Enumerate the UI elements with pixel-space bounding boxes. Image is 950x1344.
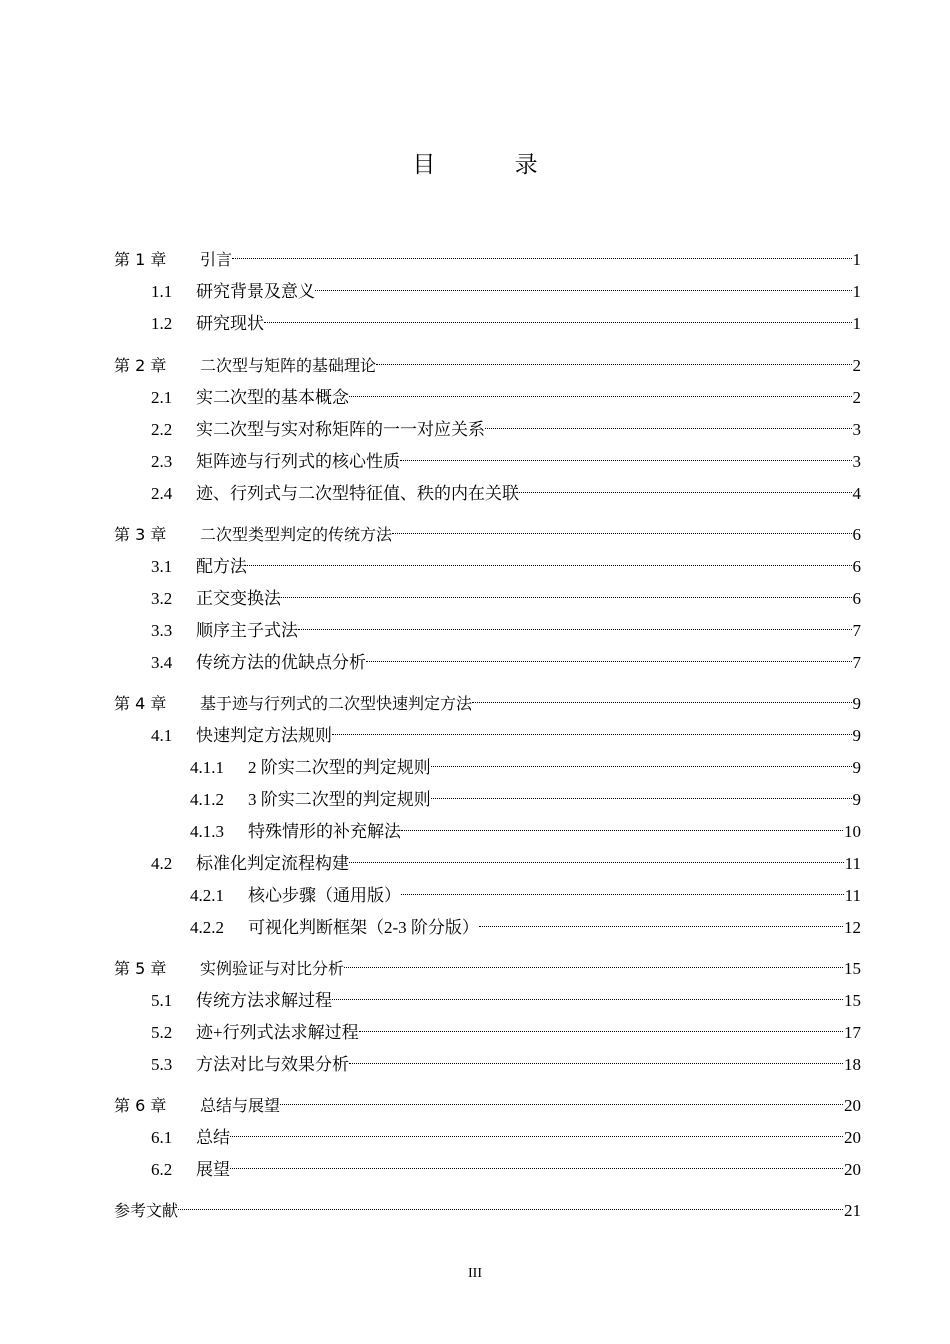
dot-leader xyxy=(178,1209,843,1210)
toc-section-entry[interactable] xyxy=(151,724,861,748)
toc-section-entry[interactable] xyxy=(151,555,861,579)
toc-page-number: 11 xyxy=(844,854,861,873)
toc-chapter-entry[interactable] xyxy=(114,1094,861,1118)
toc-entry-number: 4.1.2 xyxy=(190,790,224,809)
toc-entry-title: 总结 xyxy=(196,1128,230,1147)
toc-entry-number: 5.2 xyxy=(151,1023,173,1042)
toc-page-number: 9 xyxy=(852,694,861,713)
toc-page-number: 10 xyxy=(844,822,861,841)
toc-entry-title: 二次型类型判定的传统方法 xyxy=(200,525,393,544)
dot-leader xyxy=(280,1104,843,1105)
toc-chapter-entry[interactable] xyxy=(114,354,861,378)
toc-page-number: 6 xyxy=(852,589,861,608)
toc-page-number: 2 xyxy=(852,388,861,407)
dot-leader xyxy=(472,702,851,703)
toc-entry-number: 第 2 章 xyxy=(114,356,167,375)
toc-section-entry[interactable] xyxy=(151,619,861,643)
toc-entry-number: 2.3 xyxy=(151,452,173,471)
toc-page-number: 6 xyxy=(852,525,861,544)
toc-chapter-entry[interactable] xyxy=(114,692,861,716)
toc-entry-title: 总结与展望 xyxy=(200,1096,281,1115)
toc-page-number: 12 xyxy=(844,918,861,937)
dot-leader xyxy=(392,533,851,534)
toc-section-entry[interactable] xyxy=(151,482,861,506)
toc-page-number: 3 xyxy=(852,420,861,439)
toc-entry-number: 第 4 章 xyxy=(114,694,167,713)
toc-section-entry[interactable] xyxy=(151,312,861,336)
toc-entry-title: 传统方法求解过程 xyxy=(196,991,332,1010)
toc-page-number: 7 xyxy=(852,653,861,672)
toc-entry-title: 标准化判定流程构建 xyxy=(196,854,349,873)
toc-entry-number: 4.2 xyxy=(151,854,173,873)
toc-page-number: 1 xyxy=(852,282,861,301)
toc-entry-number: 4.2.2 xyxy=(190,918,224,937)
dot-leader xyxy=(376,364,851,365)
toc-entry-number: 第 3 章 xyxy=(114,525,167,544)
toc-section-entry[interactable] xyxy=(151,386,861,410)
toc-chapter-entry[interactable] xyxy=(114,957,861,981)
toc-section-entry[interactable] xyxy=(151,1126,861,1150)
toc-page-number: 1 xyxy=(852,314,861,333)
toc-section-entry[interactable] xyxy=(151,280,861,304)
toc-subsection-entry[interactable] xyxy=(190,788,861,812)
dot-leader xyxy=(332,999,843,1000)
toc-entry-title: 顺序主子式法 xyxy=(196,621,298,640)
toc-page-number: 20 xyxy=(844,1096,861,1115)
toc-entry-title: 参考文献 xyxy=(114,1201,179,1220)
toc-subsection-entry[interactable] xyxy=(190,916,861,940)
toc-page-number: 20 xyxy=(844,1160,861,1179)
toc-chapter-entry[interactable] xyxy=(114,523,861,547)
page-number-footer: III xyxy=(468,1266,482,1281)
dot-leader xyxy=(519,492,852,493)
dot-leader xyxy=(431,798,852,799)
dot-leader xyxy=(349,1063,843,1064)
toc-section-entry[interactable] xyxy=(151,852,861,876)
dot-leader xyxy=(298,629,852,630)
toc-entry-title: 展望 xyxy=(196,1160,230,1179)
dot-leader xyxy=(431,766,852,767)
dot-leader xyxy=(232,258,851,259)
toc-page-number: 17 xyxy=(844,1023,861,1042)
toc-page-number: 9 xyxy=(852,790,861,809)
toc-entry-number: 1.1 xyxy=(151,282,173,301)
toc-entry-title: 研究现状 xyxy=(196,314,264,333)
dot-leader xyxy=(247,565,852,566)
toc-page-number: 21 xyxy=(844,1201,861,1220)
dot-leader xyxy=(332,734,852,735)
dot-leader xyxy=(281,597,852,598)
toc-entry-number: 4.1.3 xyxy=(190,822,224,841)
toc-entry-title: 方法对比与效果分析 xyxy=(196,1055,349,1074)
dot-leader xyxy=(230,1168,843,1169)
toc-entry-number: 4.2.1 xyxy=(190,886,224,905)
toc-entry-title: 矩阵迹与行列式的核心性质 xyxy=(196,452,400,471)
dot-leader xyxy=(344,967,843,968)
toc-entry-title: 特殊情形的补充解法 xyxy=(248,822,401,841)
toc-entry-title: 2 阶实二次型的判定规则 xyxy=(248,758,431,777)
dot-leader xyxy=(359,1031,843,1032)
dot-leader xyxy=(264,322,852,323)
toc-entry-number: 5.3 xyxy=(151,1055,173,1074)
toc-section-entry[interactable] xyxy=(151,450,861,474)
toc-page-number: 20 xyxy=(844,1128,861,1147)
toc-entry-number: 第 1 章 xyxy=(114,250,167,269)
toc-subsection-entry[interactable] xyxy=(190,756,861,780)
toc-page-number: 6 xyxy=(852,557,861,576)
dot-leader xyxy=(401,830,843,831)
toc-page-number: 2 xyxy=(852,356,861,375)
toc-entry-number: 6.2 xyxy=(151,1160,173,1179)
toc-entry-title: 迹+行列式法求解过程 xyxy=(196,1023,359,1042)
toc-entry-title: 研究背景及意义 xyxy=(196,282,315,301)
toc-subsection-entry[interactable] xyxy=(190,820,861,844)
toc-entry-number: 3.2 xyxy=(151,589,173,608)
toc-entry-title: 核心步骤（通用版） xyxy=(248,886,401,905)
toc-entry-title: 引言 xyxy=(200,250,233,269)
toc-entry-number: 2.2 xyxy=(151,420,173,439)
toc-entry-number: 3.1 xyxy=(151,557,173,576)
toc-entry-title: 可视化判断框架（2-3 阶分版） xyxy=(248,918,479,937)
toc-page-number: 9 xyxy=(852,726,861,745)
toc-section-entry[interactable] xyxy=(151,989,861,1013)
toc-page-number: 15 xyxy=(844,959,861,978)
dot-leader xyxy=(401,894,844,895)
toc-entry-number: 1.2 xyxy=(151,314,173,333)
toc-entry-title: 传统方法的优缺点分析 xyxy=(196,653,366,672)
dot-leader xyxy=(230,1136,843,1137)
toc-entry-title: 二次型与矩阵的基础理论 xyxy=(200,356,377,375)
toc-page-number: 15 xyxy=(844,991,861,1010)
toc-entry-title: 实二次型的基本概念 xyxy=(196,388,349,407)
toc-subsection-entry[interactable] xyxy=(190,884,861,908)
toc-chapter-entry[interactable] xyxy=(114,1199,861,1223)
toc-section-entry[interactable] xyxy=(151,1053,861,1077)
toc-entry-number: 2.4 xyxy=(151,484,173,503)
toc-entry-title: 配方法 xyxy=(196,557,247,576)
toc-entry-title: 基于迹与行列式的二次型快速判定方法 xyxy=(200,694,473,713)
dot-leader xyxy=(366,661,852,662)
toc-page-number: 9 xyxy=(852,758,861,777)
dot-leader xyxy=(349,396,852,397)
toc-page-number: 1 xyxy=(852,250,861,269)
dot-leader xyxy=(485,428,852,429)
toc-entry-number: 6.1 xyxy=(151,1128,173,1147)
dot-leader xyxy=(315,290,852,291)
toc-entry-number: 第 6 章 xyxy=(114,1096,167,1115)
toc-chapter-entry[interactable] xyxy=(114,248,861,272)
toc-section-entry[interactable] xyxy=(151,651,861,675)
toc-entry-number: 4.1 xyxy=(151,726,173,745)
toc-entry-title: 正交变换法 xyxy=(196,589,281,608)
toc-entry-title: 实二次型与实对称矩阵的一一对应关系 xyxy=(196,420,485,439)
toc-entry-title: 3 阶实二次型的判定规则 xyxy=(248,790,431,809)
toc-entry-number: 第 5 章 xyxy=(114,959,167,978)
toc-section-entry[interactable] xyxy=(151,587,861,611)
toc-entry-number: 3.3 xyxy=(151,621,173,640)
toc-entry-number: 3.4 xyxy=(151,653,173,672)
toc-section-entry[interactable] xyxy=(151,1158,861,1182)
dot-leader xyxy=(479,926,843,927)
toc-page-number: 7 xyxy=(852,621,861,640)
dot-leader xyxy=(349,862,844,863)
toc-page-number: 4 xyxy=(852,484,861,503)
toc-entry-title: 快速判定方法规则 xyxy=(196,726,332,745)
toc-entry-number: 2.1 xyxy=(151,388,173,407)
toc-page-number: 11 xyxy=(844,886,861,905)
toc-section-entry[interactable] xyxy=(151,418,861,442)
toc-entry-title: 实例验证与对比分析 xyxy=(200,959,345,978)
toc-entry-number: 4.1.1 xyxy=(190,758,224,777)
toc-page-number: 3 xyxy=(852,452,861,471)
toc-entry-number: 5.1 xyxy=(151,991,173,1010)
page-title: 目 录 xyxy=(412,152,574,178)
toc-page-number: 18 xyxy=(844,1055,861,1074)
toc-entry-title: 迹、行列式与二次型特征值、秩的内在关联 xyxy=(196,484,519,503)
dot-leader xyxy=(400,460,852,461)
toc-section-entry[interactable] xyxy=(151,1021,861,1045)
